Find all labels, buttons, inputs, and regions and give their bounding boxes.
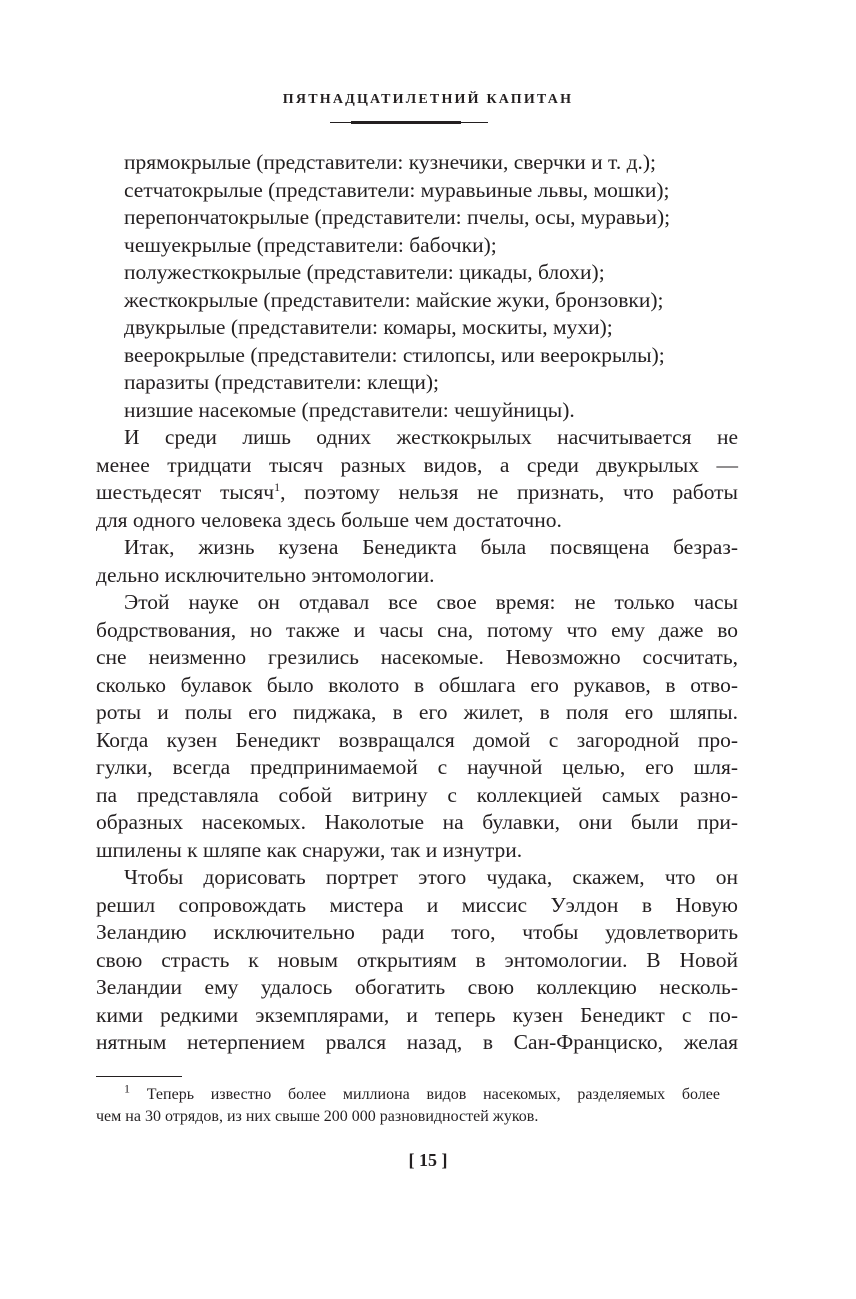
insect-orders-list (96, 149, 738, 424)
text-fragment: шестьдесят тысяч (96, 480, 275, 504)
text-line: сне неизменно грезились насекомые. Невозможно сосчитать, (96, 645, 738, 669)
text-line: образных насекомых. Наколотые на булавки, они были при- (96, 810, 738, 834)
list-item: прямокрылые (представители: кузнечики, сверчки и т. д.); (124, 150, 657, 174)
list-item: сетчатокрылые (представители: муравьиные львы, мошки); (124, 177, 670, 202)
body-text (96, 149, 738, 1057)
text-line: решил сопровождать мистера и миссис Уэлдон в Новую (96, 892, 738, 917)
running-header: ПЯТНАДЦАТИЛЕТНИЙ КАПИТАН (282, 92, 574, 107)
list-item: перепончатокрылые (представители: пчелы, осы, муравьи); (124, 205, 671, 229)
text-fragment: , поэтому нельзя не признать, что работы (280, 480, 739, 504)
text-line: роты и полы его пиджака, в его жилет, в поля его шляпы. (96, 700, 738, 724)
text-line: Зеландии ему удалось обогатить свою коллекцию несколь- (96, 975, 738, 999)
text-line: бодрствования, но также и часы сна, потому что ему даже во (96, 617, 738, 642)
text-line: Чтобы дорисовать портрет этого чудака, скажем, что он (124, 865, 738, 889)
text-line: кими редкими экземплярами, и теперь кузен Бенедикт с по- (96, 1002, 738, 1027)
text-line: менее тридцати тысяч разных видов, а среди двукрылых — (96, 452, 738, 477)
paragraph (96, 864, 738, 1057)
list-item: чешуекрылые (представители: бабочки); (124, 232, 497, 257)
text-line: Когда кузен Бенедикт возвращался домой с загородной про- (96, 727, 738, 752)
text-line (96, 479, 738, 507)
list-item: веерокрылые (представители: стилопсы, или веерокрылы); (124, 342, 665, 367)
footnote-line (96, 1081, 721, 1106)
paragraph (96, 589, 738, 864)
footnote-separator (96, 1076, 182, 1077)
text-line: И среди лишь одних жесткокрылых насчитывается не (124, 425, 738, 449)
text-line: дельно исключительно энтомологии. (96, 562, 435, 587)
footnote (96, 1081, 721, 1128)
text-line: гулки, всегда предпринимаемой с научной целью, его шля- (96, 755, 738, 779)
paragraph (96, 424, 738, 534)
list-item: паразиты (представители: клещи); (124, 370, 440, 394)
list-item: низшие насекомые (представители: чешуйницы). (124, 397, 575, 422)
footnote-text: Теперь известно более миллиона видов насекомых, разделяемых более (146, 1086, 721, 1103)
header-rule-accent (351, 121, 461, 124)
text-line: нятным нетерпением рвался назад, в Сан-Франциско, желая (96, 1030, 738, 1054)
text-line: Зеландию исключительно ради того, чтобы удовлетворить (96, 920, 738, 944)
list-item: двукрылые (представители: комары, москиты, мухи); (124, 315, 613, 339)
text-line: сколько булавок было вколото в обшлага его рукавов, в отво- (96, 672, 738, 697)
text-line: шпилены к шляпе как снаружи, так и изнутри. (96, 837, 523, 862)
paragraph (96, 534, 738, 589)
footnote-marker: 1 (124, 1081, 130, 1096)
text-line: па представляла собой витрину с коллекцией самых разно- (96, 782, 738, 807)
footnote-line: чем на 30 отрядов, из них свыше 200 000 разновидностей жуков. (96, 1108, 539, 1125)
footnote-reference[interactable]: 1 (274, 479, 281, 494)
text-line: Итак, жизнь кузена Бенедикта была посвящена безраз- (124, 535, 738, 559)
list-item: полужесткокрылые (представители: цикады, блохи); (124, 260, 605, 284)
text-line: Этой науке он отдавал все свое время: не только часы (124, 590, 738, 614)
text-line: для одного человека здесь больше чем достаточно. (96, 507, 562, 532)
list-item: жесткокрылые (представители: майские жуки, бронзовки); (124, 287, 664, 312)
page-number: [ 15 ] (408, 1150, 448, 1170)
text-line: свою страсть к новым открытиям в энтомологии. В Новой (96, 947, 738, 972)
